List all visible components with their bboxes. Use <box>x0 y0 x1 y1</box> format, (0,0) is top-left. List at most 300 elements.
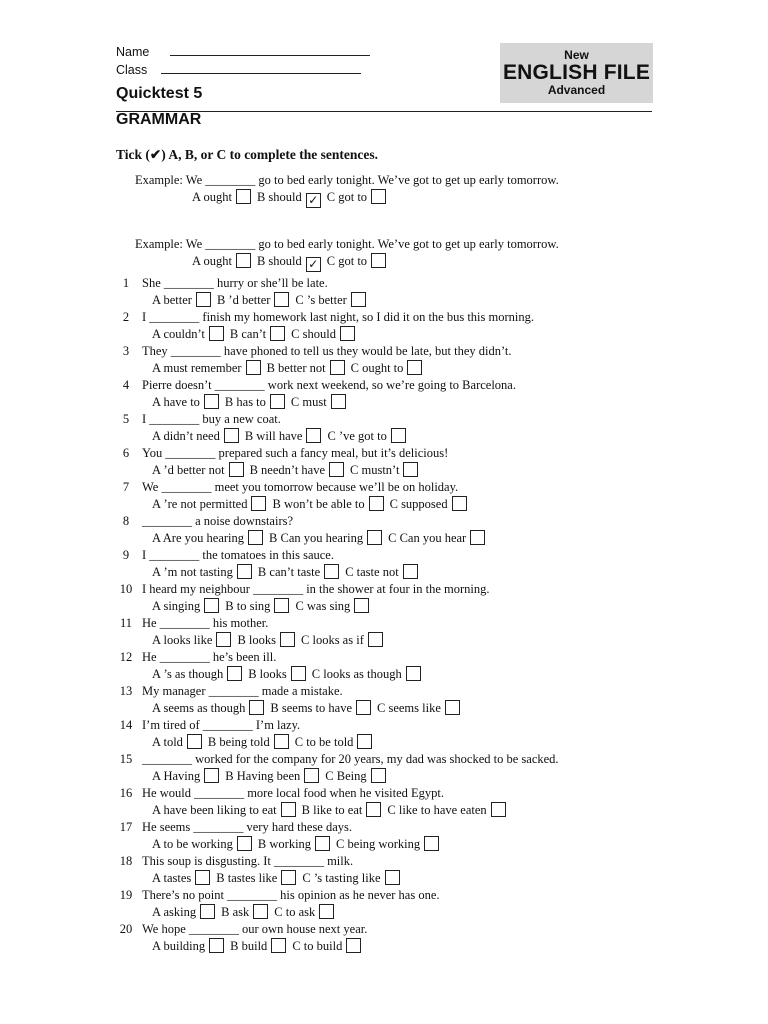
question-number: 10 <box>119 582 133 596</box>
answer-checkbox[interactable] <box>270 326 285 341</box>
option-text: Can you hear <box>399 531 467 545</box>
answer-option <box>302 870 399 887</box>
name-label: Name <box>116 45 150 59</box>
option-text: must remember <box>163 361 242 375</box>
answer-checkbox[interactable] <box>357 734 372 749</box>
answer-checkbox[interactable] <box>424 836 439 851</box>
option-letter: B <box>269 531 278 545</box>
option-letter: C <box>325 769 334 783</box>
question-item <box>110 853 670 887</box>
answer-checkbox[interactable] <box>407 360 422 375</box>
answer-checkbox[interactable] <box>281 870 296 885</box>
answer-option <box>312 666 421 683</box>
answer-checkbox[interactable] <box>330 360 345 375</box>
question-number: 13 <box>119 684 133 698</box>
question-number: 6 <box>122 446 130 460</box>
answer-checkbox[interactable] <box>369 496 384 511</box>
answer-option <box>152 870 210 887</box>
answer-checkbox[interactable] <box>248 530 263 545</box>
option-text: ought <box>203 190 232 204</box>
option-text: build <box>241 939 268 953</box>
answer-checkbox[interactable] <box>319 904 334 919</box>
answer-checkbox[interactable] <box>367 530 382 545</box>
answer-checkbox[interactable] <box>331 394 346 409</box>
question-stem <box>110 275 670 292</box>
option-letter: B <box>207 735 217 749</box>
option-text: ought <box>203 254 232 268</box>
question-stem <box>110 411 670 428</box>
answer-option <box>295 734 373 751</box>
option-letter: C <box>387 803 396 817</box>
option-text: better not <box>278 361 326 375</box>
answer-checkbox[interactable] <box>195 870 210 885</box>
logo-line-new: New <box>564 48 589 62</box>
answer-checkbox[interactable] <box>253 904 268 919</box>
answer-checkbox[interactable] <box>391 428 406 443</box>
answer-checkbox[interactable] <box>274 292 289 307</box>
question-text: I ________ finish my homework last night, so I did it on the bus this morning. <box>142 310 534 324</box>
answer-option <box>230 326 285 343</box>
option-letter: C <box>388 531 397 545</box>
option-letter: B <box>225 769 234 783</box>
option-letter: A <box>152 531 161 545</box>
answer-checkbox[interactable] <box>224 428 239 443</box>
answer-option <box>301 632 383 649</box>
question-options <box>110 428 670 445</box>
answer-option <box>192 253 251 270</box>
option-text: to ask <box>285 905 316 919</box>
answer-checkbox[interactable] <box>209 326 224 341</box>
answer-option <box>295 598 369 615</box>
option-text: ask <box>232 905 250 919</box>
question-stem <box>110 547 670 564</box>
option-text: like to have eaten <box>398 803 487 817</box>
question-options <box>110 360 670 377</box>
answer-checkbox[interactable] <box>271 938 286 953</box>
question-options <box>110 496 670 513</box>
answer-checkbox[interactable] <box>204 598 219 613</box>
option-text: better <box>163 293 192 307</box>
answer-checkbox[interactable] <box>445 700 460 715</box>
option-letter: C <box>350 463 359 477</box>
option-letter: A <box>152 803 161 817</box>
question-number: 15 <box>119 752 133 766</box>
option-letter: C <box>389 497 398 511</box>
answer-option <box>152 428 239 445</box>
answer-checkbox[interactable] <box>237 564 252 579</box>
option-text: asking <box>163 905 197 919</box>
answer-checkbox[interactable] <box>324 564 339 579</box>
option-letter: C <box>311 667 321 681</box>
question-stem <box>110 819 670 836</box>
answer-option <box>267 360 345 377</box>
option-text: Are you hearing <box>162 531 245 545</box>
option-text: to sing <box>236 599 271 613</box>
question-text: I ________ the tomatoes in this sauce. <box>142 548 334 562</box>
question-number: 3 <box>122 344 130 358</box>
question-number: 7 <box>122 480 130 494</box>
answer-option <box>272 496 383 513</box>
answer-checkbox[interactable] <box>304 768 319 783</box>
answer-checkbox[interactable] <box>227 666 242 681</box>
answer-option <box>225 598 289 615</box>
answer-option <box>387 802 505 819</box>
answer-checkbox[interactable] <box>356 700 371 715</box>
answer-checkbox[interactable] <box>354 598 369 613</box>
question-text: He ________ his mother. <box>142 616 269 630</box>
answer-option <box>152 462 244 479</box>
question-options <box>110 666 670 683</box>
question-number: 1 <box>122 276 130 290</box>
question-item <box>110 615 670 649</box>
answer-checkbox[interactable] <box>329 462 344 477</box>
name-field[interactable] <box>170 45 370 56</box>
question-options <box>110 700 670 717</box>
answer-checkbox[interactable] <box>306 428 321 443</box>
answer-option <box>270 700 371 717</box>
answer-option <box>327 253 386 270</box>
answer-option <box>152 326 224 343</box>
option-letter: A <box>152 565 161 579</box>
option-letter: B <box>216 871 225 885</box>
question-stem <box>110 479 670 496</box>
question-stem <box>110 785 670 802</box>
question-number: 2 <box>122 310 130 324</box>
question-options <box>110 836 670 853</box>
option-letter: A <box>152 769 161 783</box>
answer-option <box>258 564 339 581</box>
answer-checkbox[interactable] <box>246 360 261 375</box>
answer-option <box>152 904 215 921</box>
question-options <box>110 394 670 411</box>
answer-option <box>327 428 405 445</box>
option-letter: A <box>152 395 161 409</box>
answer-option <box>350 462 418 479</box>
option-letter: B <box>225 599 234 613</box>
answer-checkbox[interactable] <box>237 836 252 851</box>
logo-line-level: Advanced <box>547 83 606 97</box>
question-number: 16 <box>119 786 133 800</box>
answer-option <box>152 734 202 751</box>
option-text: looks <box>248 633 276 647</box>
option-text: ’d better <box>228 293 271 307</box>
answer-checkbox[interactable] <box>251 496 266 511</box>
answer-checkbox[interactable] <box>280 632 295 647</box>
option-text: looks like <box>163 633 213 647</box>
answer-checkbox[interactable] <box>403 564 418 579</box>
answer-checkbox[interactable] <box>403 462 418 477</box>
question-text: ________ a noise downstairs? <box>142 514 294 528</box>
question-options <box>110 734 670 751</box>
question-number: 9 <box>122 548 130 562</box>
option-letter: A <box>152 463 161 477</box>
answer-option <box>291 326 355 343</box>
answer-checkbox[interactable] <box>229 462 244 477</box>
answer-option <box>152 802 296 819</box>
answer-checkbox[interactable] <box>204 768 219 783</box>
question-stem <box>110 683 670 700</box>
answer-checkbox[interactable] <box>274 598 289 613</box>
option-letter: B <box>230 939 239 953</box>
question-text: They ________ have phoned to tell us they would be late, but they didn’t. <box>142 344 512 358</box>
option-text: to be working <box>163 837 233 851</box>
question-list <box>110 275 670 955</box>
answer-option <box>152 394 219 411</box>
question-text: My manager ________ made a mistake. <box>142 684 343 698</box>
question-stem <box>110 513 670 530</box>
answer-option <box>250 462 344 479</box>
question-number: 5 <box>122 412 130 426</box>
option-text: seems like <box>388 701 441 715</box>
example-options <box>135 253 559 272</box>
question-text: We ________ meet you tomorrow because we’ll be on holiday. <box>142 480 459 494</box>
answer-option <box>345 564 417 581</box>
question-number: 19 <box>119 888 133 902</box>
option-text: couldn’t <box>163 327 205 341</box>
question-text: He seems ________ very hard these days. <box>142 820 353 834</box>
question-number: 8 <box>122 514 130 528</box>
answer-checkbox[interactable] <box>274 734 289 749</box>
answer-checkbox[interactable] <box>209 938 224 953</box>
answer-checkbox[interactable] <box>200 904 215 919</box>
answer-option <box>257 189 321 208</box>
question-number: 12 <box>119 650 133 664</box>
question-stem <box>110 377 670 394</box>
option-letter: C <box>295 599 304 613</box>
class-label: Class <box>116 63 148 77</box>
option-letter: B <box>244 429 254 443</box>
answer-checkbox[interactable] <box>281 802 296 817</box>
option-letter: B <box>249 463 258 477</box>
question-text: This soup is disgusting. It ________ milk. <box>142 854 354 868</box>
answer-checkbox[interactable] <box>291 666 306 681</box>
answer-checkbox[interactable] <box>371 253 386 268</box>
answer-checkbox[interactable] <box>385 870 400 885</box>
question-stem <box>110 581 670 598</box>
option-letter: B <box>248 667 257 681</box>
option-text: being working <box>347 837 421 851</box>
question-stem <box>110 309 670 326</box>
option-letter: A <box>152 905 161 919</box>
answer-option <box>152 530 263 547</box>
question-item <box>110 309 670 343</box>
answer-checkbox[interactable] <box>249 700 264 715</box>
option-text: ’d better not <box>163 463 225 477</box>
answer-checkbox[interactable] <box>315 836 330 851</box>
answer-checkbox[interactable] <box>204 394 219 409</box>
option-text: got to <box>338 190 368 204</box>
answer-checkbox[interactable] <box>346 938 361 953</box>
question-item <box>110 751 670 785</box>
answer-option <box>248 666 306 683</box>
answer-option <box>269 530 382 547</box>
answer-option <box>292 938 361 955</box>
option-text: needn’t have <box>261 463 326 477</box>
option-letter: A <box>192 254 201 268</box>
option-text: has to <box>236 395 266 409</box>
answer-checkbox[interactable] <box>340 326 355 341</box>
question-item <box>110 819 670 853</box>
option-text: Being <box>336 769 367 783</box>
option-text: seems to have <box>281 701 352 715</box>
question-stem <box>110 615 670 632</box>
answer-checkbox[interactable] <box>236 189 251 204</box>
option-letter: A <box>152 497 161 511</box>
answer-option <box>274 904 334 921</box>
option-text: can’t <box>241 327 267 341</box>
option-letter: C <box>290 395 300 409</box>
answer-option <box>225 768 319 785</box>
answer-checkbox[interactable] <box>366 802 381 817</box>
question-text: ________ worked for the company for 20 years, my dad was shocked to be sacked. <box>142 752 559 766</box>
name-row <box>116 45 370 59</box>
option-letter: C <box>302 871 311 885</box>
answer-checkbox[interactable] <box>368 632 383 647</box>
answer-checkbox[interactable] <box>470 530 485 545</box>
section-heading: GRAMMAR <box>116 111 202 128</box>
answer-checkbox[interactable] <box>371 768 386 783</box>
option-text: to build <box>303 939 343 953</box>
answer-checkbox[interactable] <box>187 734 202 749</box>
option-text: should <box>302 327 336 341</box>
answer-option <box>192 189 251 206</box>
page-title: Quicktest 5 <box>116 85 203 102</box>
option-letter: A <box>152 429 161 443</box>
answer-option <box>221 904 268 921</box>
answer-option <box>152 564 252 581</box>
question-item <box>110 581 670 615</box>
answer-option <box>217 292 289 309</box>
option-letter: C <box>326 254 336 268</box>
option-letter: A <box>152 701 161 715</box>
question-options <box>110 326 670 343</box>
option-text: looks <box>259 667 287 681</box>
answer-checkbox[interactable] <box>351 292 366 307</box>
question-options <box>110 598 670 615</box>
option-text: looks as though <box>323 667 402 681</box>
answer-option <box>152 836 252 853</box>
answer-checkbox[interactable] <box>371 189 386 204</box>
option-text: will have <box>256 429 303 443</box>
option-letter: A <box>152 327 161 341</box>
answer-checkbox[interactable] <box>270 394 285 409</box>
option-letter: C <box>291 327 300 341</box>
option-text: can’t taste <box>269 565 321 579</box>
question-options <box>110 802 670 819</box>
answer-checkbox[interactable]: ✓ <box>306 193 321 208</box>
option-text: ’s tasting like <box>313 871 381 885</box>
option-letter: C <box>301 633 310 647</box>
option-text: was sing <box>306 599 351 613</box>
class-field[interactable] <box>161 63 361 74</box>
option-text: should <box>268 190 302 204</box>
answer-option <box>152 632 231 649</box>
option-letter: B <box>256 190 266 204</box>
question-item <box>110 275 670 309</box>
answer-option <box>377 700 460 717</box>
answer-option <box>152 768 219 785</box>
answer-checkbox[interactable] <box>491 802 506 817</box>
question-item <box>110 479 670 513</box>
option-letter: C <box>326 190 336 204</box>
question-item <box>110 513 670 547</box>
question-item <box>110 717 670 751</box>
answer-checkbox[interactable] <box>236 253 251 268</box>
option-text: should <box>268 254 302 268</box>
question-item <box>110 887 670 921</box>
option-letter: B <box>221 905 230 919</box>
question-item <box>110 785 670 819</box>
answer-checkbox[interactable]: ✓ <box>306 257 321 272</box>
option-text: Having <box>163 769 201 783</box>
answer-option <box>208 734 289 751</box>
option-text: like to eat <box>313 803 363 817</box>
option-text: ought to <box>362 361 404 375</box>
option-text: working <box>269 837 312 851</box>
class-row <box>116 63 361 77</box>
option-letter: A <box>152 361 161 375</box>
question-options <box>110 632 670 649</box>
option-text: told <box>163 735 183 749</box>
question-text: He ________ he’s been ill. <box>142 650 277 664</box>
question-item <box>110 411 670 445</box>
option-text: taste not <box>356 565 399 579</box>
question-stem <box>110 887 670 904</box>
option-text: have been liking to eat <box>163 803 277 817</box>
answer-checkbox[interactable] <box>452 496 467 511</box>
option-letter: A <box>152 633 161 647</box>
option-text: tastes <box>163 871 192 885</box>
option-letter: B <box>229 327 239 341</box>
option-letter: C <box>377 701 386 715</box>
answer-option <box>327 189 386 206</box>
option-text: to be told <box>306 735 354 749</box>
question-options <box>110 938 670 955</box>
answer-option <box>388 530 485 547</box>
option-letter: A <box>152 667 161 681</box>
question-options <box>110 462 670 479</box>
answer-option <box>390 496 467 513</box>
option-letter: A <box>152 293 161 307</box>
answer-checkbox[interactable] <box>406 666 421 681</box>
question-item <box>110 445 670 479</box>
option-letter: A <box>152 599 161 613</box>
answer-option <box>302 802 382 819</box>
option-letter: C <box>295 293 304 307</box>
option-text: have to <box>163 395 200 409</box>
answer-option <box>325 768 385 785</box>
option-letter: B <box>237 633 246 647</box>
question-item <box>110 547 670 581</box>
option-letter: B <box>301 803 310 817</box>
answer-checkbox[interactable] <box>196 292 211 307</box>
example-sentence: Example: We ________ go to bed early tonight. We’ve got to get up early tomorrow. <box>135 173 559 187</box>
option-text: didn’t need <box>163 429 220 443</box>
option-letter: A <box>152 837 161 851</box>
answer-checkbox[interactable] <box>216 632 231 647</box>
option-text: ’re not permitted <box>163 497 248 511</box>
answer-option <box>152 700 264 717</box>
question-stem <box>110 921 670 938</box>
option-text: looks as if <box>312 633 364 647</box>
option-text: won’t be able to <box>283 497 365 511</box>
answer-option <box>336 836 439 853</box>
option-text: got to <box>338 254 368 268</box>
answer-option <box>225 394 285 411</box>
question-item <box>110 683 670 717</box>
question-number: 11 <box>119 616 133 630</box>
answer-option <box>258 836 330 853</box>
